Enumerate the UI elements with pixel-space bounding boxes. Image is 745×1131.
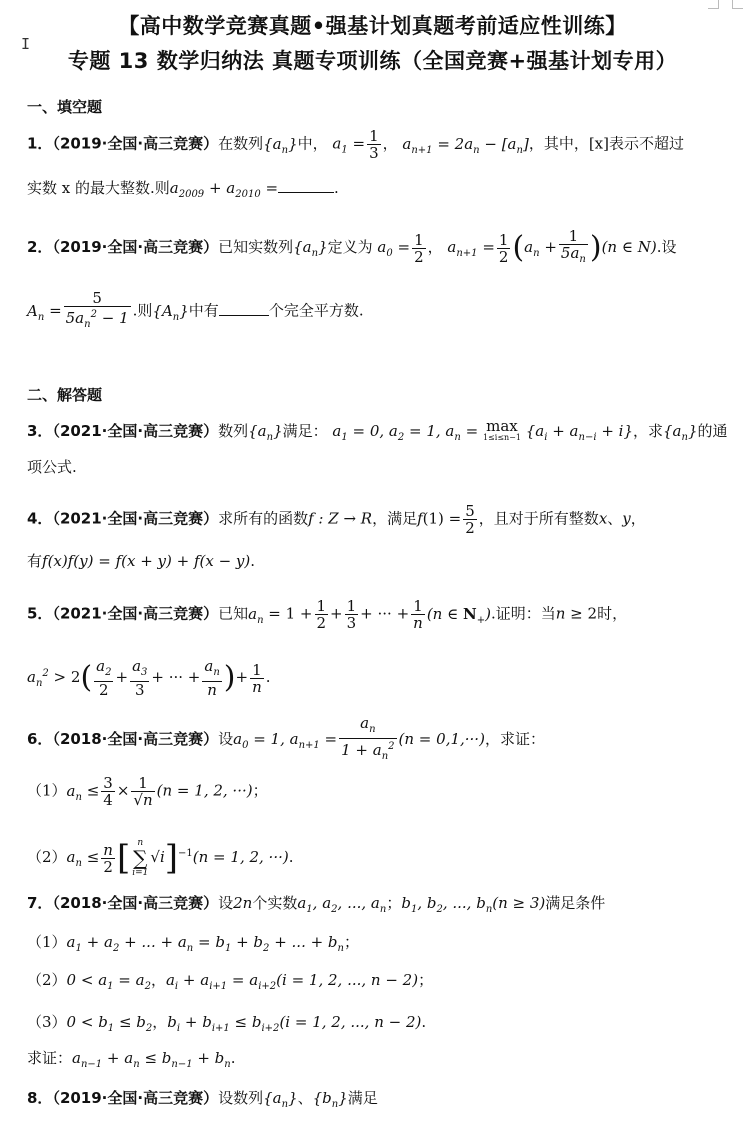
problem-text: 满足 [347,1089,378,1107]
answer-blank [278,178,334,193]
problem-text: 设 [218,894,234,912]
problem-number: 5． [27,604,53,623]
problem-text: 、 [607,509,623,528]
problem-3-cont [27,456,77,478]
part-label: （3） [27,1013,67,1031]
problem-text: 时， [597,604,628,623]
problem-text: 、 [297,1089,313,1107]
problem-1: 1．（2019·全国·高三竞赛）在数列$\{a_n\}$中， $a_1$ = $\frac{1}{3}$ ， $a_{n+1} = 2a_n - [a_n]$，其中，[x]表示不超过 [27,127,684,162]
problem-number: 2． [27,238,53,256]
problem-source: （2021·全国·高三竞赛） [52,422,219,440]
problem-text: 实数 x 的最大整数.则 [27,179,170,197]
part-label: （2） [27,848,67,866]
problem-2-cont: $A_n$ = $\frac{5}{5a_n^2 - 1}$ .则$\{A_n\}$中有 个完全平方数. [27,289,364,330]
problem-text: 个实数 [252,894,298,912]
problem-text: 有 [27,552,43,570]
problem-text: 中， [297,134,328,153]
problem-text: 满足条件 [545,894,606,912]
problem-text: 已知实数列 [218,238,294,256]
problem-1-cont: 实数 x 的最大整数.则$a_{2009} + a_{2010}$ = . [27,179,339,200]
problem-source: （2018·全国·高三竞赛） [52,730,219,748]
page-corner-mark [708,0,719,9]
problem-text: 设数列 [218,1089,264,1107]
text-cursor-icon: I [21,35,31,53]
problem-text: . [334,179,339,197]
problem-text: 数列 [218,422,249,440]
problem-7-prove: 求证：$a_{n-1} + a_n \le b_{n-1} + b_n$. [27,1049,236,1070]
problem-3: 3．（2021·全国·高三竞赛）数列$\{a_n\}$满足： $a_1 = 0$, $a_2 = 1$, $a_n = \max$ 1≤i≤n−1 $\{a_i + a_{n-i} + i\}$，求$\{a_n\}$的通 [27,417,728,443]
problem-text: 满足： [282,422,328,440]
problem-text: 定义为 [327,238,373,256]
problem-7-cond-1: $(1)a_1 + a_2$ + ... + $a_n = b_1 + b_2$ + ... + $b_n$； [27,933,360,954]
problem-text: ， [630,509,646,528]
problem-text: 已知 [218,604,249,623]
fraction: $\frac{1}{3}$ [369,127,379,162]
problem-text: 求证： [27,1049,73,1067]
problem-6-part-1: $(1)a_n$ ≤ $\frac{3}{4}$ × $\frac{1}{√n}$ (n = 1, 2, ···)； [27,774,268,809]
problem-source: （2019·全国·高三竞赛） [52,238,219,256]
problem-text: 求所有的函数 [218,509,309,528]
problem-text: ，求 [633,422,664,440]
problem-source: （2018·全国·高三竞赛） [52,894,219,912]
section-heading-answer: 二、解答题 [27,386,103,404]
part-label: （1） [27,933,67,951]
problem-source: （2019·全国·高三竞赛） [52,1089,219,1107]
section-heading-fill: 一、填空题 [27,98,103,116]
problem-number: 8． [27,1089,53,1107]
problem-text: ，满足 [372,509,418,528]
problem-number: 7． [27,894,53,912]
problem-7: 7．（2018·全国·高三竞赛）设2n个实数$a_1$, $a_2$, ..., $a_n$；$b_1$, $b_2$, ..., $b_n(n \ge 3)$满足条件 [27,894,606,915]
problem-8: 8．（2019·全国·高三竞赛）设数列$\{a_n\}$、$\{b_n\}$满足 [27,1089,378,1110]
problem-number: 4． [27,509,53,528]
problem-number: 6． [27,730,53,748]
problem-7-cond-2: $(2)0 < a_1 = a_2$，$a_i + a_{i+1} = a_{i+2}(i = 1$, 2, ..., n − 2)； [27,971,434,992]
document-title: 【高中数学竞赛真题•强基计划真题考前适应性训练】 [118,14,627,38]
problem-7-cond-3: $(3)0 < b_1 \le b_2$，$b_i + b_{i+1} \le b_{i+2}(i = 1$, 2, ..., n − 2). [27,1013,427,1034]
problem-text: ，其中，[x]表示不超过 [528,134,684,153]
part-label: （2） [27,971,67,989]
problem-text: 个完全平方数. [268,301,364,320]
problem-text: 在数列 [218,134,264,153]
problem-source: （2021·全国·高三竞赛） [52,604,219,623]
problem-text: ，且对于所有整数 [478,509,599,528]
part-label: （1） [27,781,67,800]
problem-text: .证明：当 [490,604,556,623]
problem-number: 1． [27,134,53,153]
problem-5: 5．（2021·全国·高三竞赛）已知$a_n = 1$ + $\frac{1}{2}$ + $\frac{1}{3}$ + ··· + $\frac{1}{n}$ (n ∈ $N_+$).证明：当n ≥ 2时， [27,597,628,632]
problem-6-part-2: $(2)a_n$ ≤ $\frac{n}{2}$ [ n ∑ i=1 √i]$^{-1}$(n = 1, 2, ···). [27,838,294,878]
problem-text: ，求证： [484,730,545,748]
problem-6: 6．（2018·全国·高三竞赛）设$a_0 = 1$, $a_{n+1}$ = $\frac{a_n}{1 + a_n^2}$ (n = 0,1,···)，求证： [27,714,545,762]
problem-source: （2021·全国·高三竞赛） [52,509,219,528]
problem-source: （2019·全国·高三竞赛） [52,134,219,153]
problem-2: 2．（2019·全国·高三竞赛）已知实数列$\{a_n\}$定义为 $a_0$ = $\frac{1}{2}$ ， $a_{n+1}$ = $\frac{1}{2}$ ($a_n$ + $\frac{1}{5a_n}$ )(n ∈ N).设 [27,227,677,266]
problem-text: .则 [132,301,153,320]
problem-text: .设 [656,238,677,256]
problem-text: 项公式. [27,458,77,476]
problem-text: 设 [218,730,234,748]
answer-blank [219,301,269,316]
page-corner-mark [732,0,743,9]
document-subtitle: 专题 13 数学归纳法 真题专项训练（全国竞赛+强基计划专用） [67,49,678,73]
problem-number: 3． [27,422,53,440]
problem-4-cont: 有f(x)f(y) = f(x + y) + f(x − y). [27,552,256,570]
problem-text: 中有 [188,301,219,320]
problem-4: 4．（2021·全国·高三竞赛）求所有的函数f : Z → R，满足f(1) = $\frac{5}{2}$ ，且对于所有整数x、y， [27,502,646,537]
problem-5-cont: $a_n^2 > 2$( $\frac{a_2}{2}$ + $\frac{a_3}{3}$ + ··· + $\frac{a_n}{n}$ )+ $\frac{1}{n}$ . [27,657,271,699]
problem-text: 的通 [697,422,728,440]
